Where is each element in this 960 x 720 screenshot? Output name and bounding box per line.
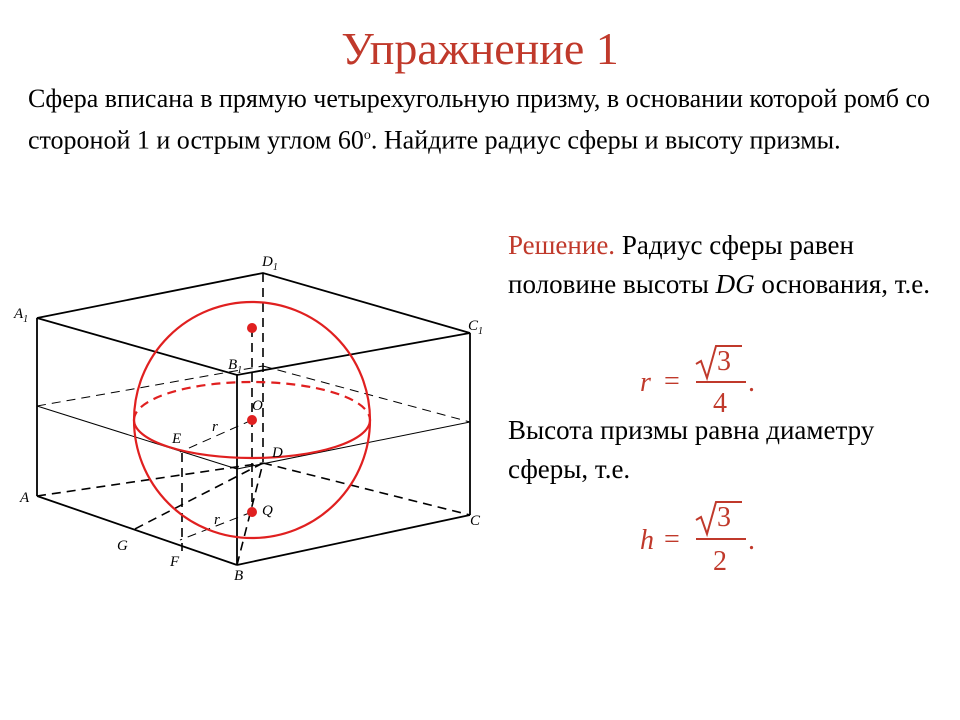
label-o: O [252, 398, 263, 414]
formula-h-denominator: 2 [713, 546, 727, 577]
slide-title: Упражнение 1 [341, 23, 619, 74]
label-c: C [470, 513, 481, 529]
solution-label: Решение. [508, 230, 616, 260]
label-c1: $C_1$ [468, 318, 484, 337]
label-r-top: r [212, 419, 218, 435]
label-a: A [20, 490, 30, 506]
label-g: G [117, 538, 128, 554]
problem-text-part2: . Найдите радиус сферы и высоту призмы. [370, 125, 841, 155]
degree-mark: о [363, 128, 371, 143]
formula-r-end: . [748, 367, 755, 398]
formula-h-end: . [748, 525, 755, 556]
solution-var-dg: DG [715, 269, 755, 299]
label-a1: $A_1$ [14, 306, 29, 325]
marked-points [247, 323, 257, 517]
label-e: E [172, 431, 182, 447]
solution-text-3: Высота призмы равна диаметру сферы, т.е. [508, 415, 875, 484]
label-d1: $D_1$ [262, 254, 278, 273]
label-d: D [272, 445, 283, 461]
point-o [247, 415, 257, 425]
point-q [247, 507, 257, 517]
label-f: F [170, 554, 180, 570]
edge-a-b [37, 496, 237, 565]
segment-d-g [131, 463, 263, 531]
edge-b-c [237, 515, 470, 565]
formula-h-numerator: 3 [717, 502, 731, 533]
point-top [247, 323, 257, 333]
label-r-bottom: r [214, 512, 220, 528]
formula-r-numerator: 3 [717, 346, 731, 377]
formula-h-var: h [640, 525, 654, 556]
formula-r-var: r [640, 367, 651, 398]
solution-text-2: основания, т.е. [754, 269, 930, 299]
edge-d-c [263, 463, 470, 515]
label-b: B [234, 568, 244, 584]
formula-h-eq: = [664, 524, 680, 555]
formula-r-denominator: 4 [713, 388, 727, 419]
formula-r-eq: = [664, 366, 680, 397]
solution-text-1: Радиус сферы равен половине высоты [508, 230, 854, 299]
problem-text-part1: Сфера вписана в прямую четырехугольную призму, в основании которой ромб со стороной 1 и острым углом 60 [28, 84, 931, 155]
label-b1: $B_1$ [228, 357, 243, 376]
label-q: Q [262, 503, 273, 519]
